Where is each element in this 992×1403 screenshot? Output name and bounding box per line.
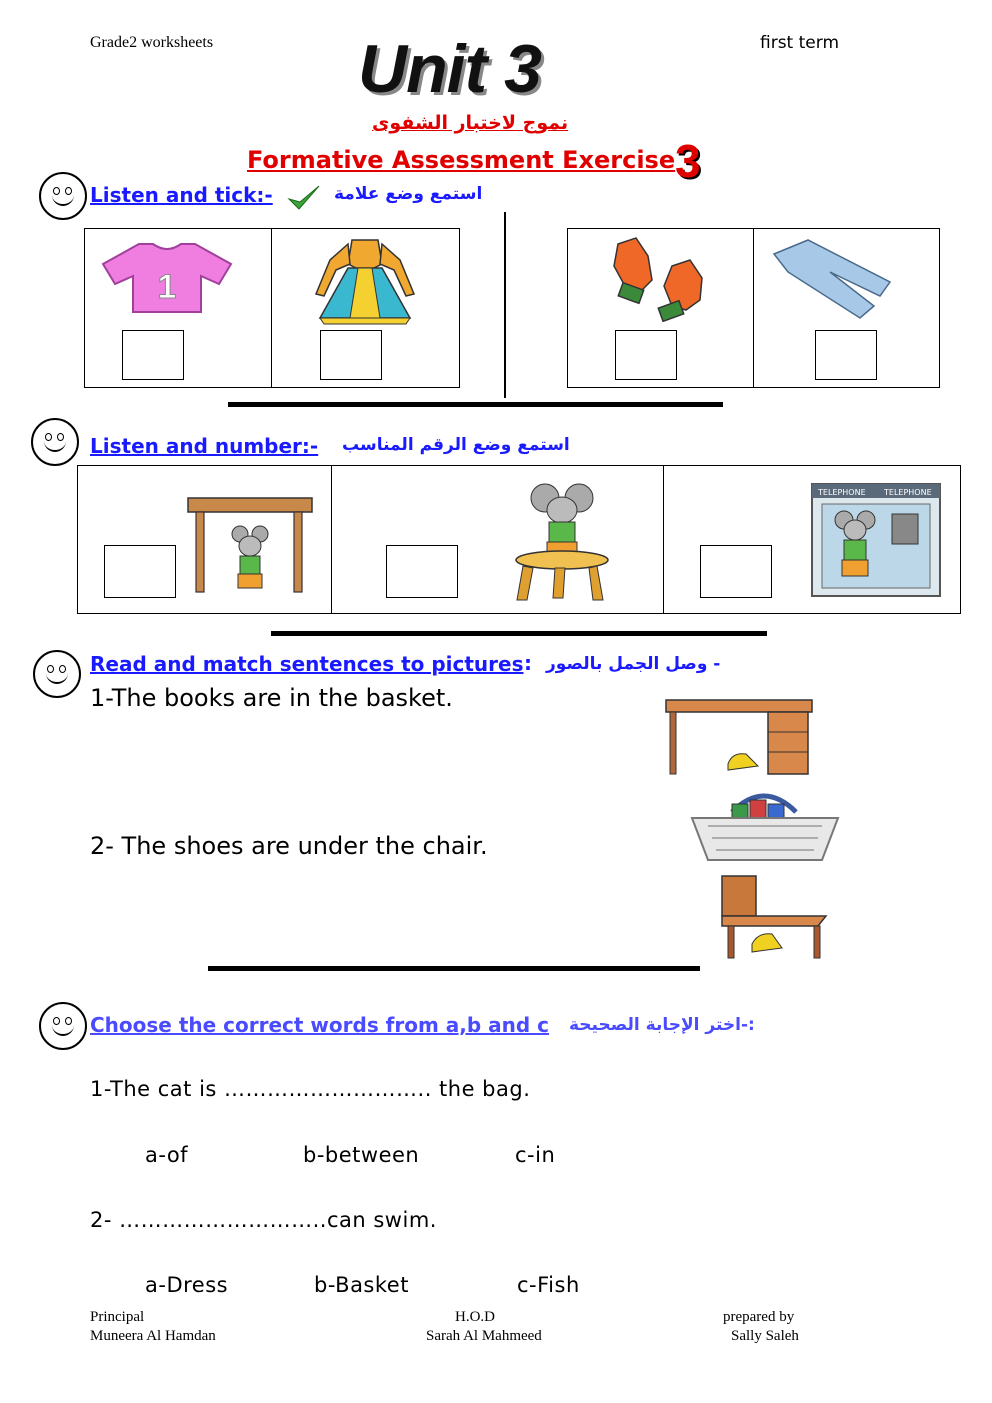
svg-text:1: 1 [157, 268, 177, 306]
section-read-match-arabic: - وصل الجمل بالصور [546, 654, 721, 674]
q2-option-b[interactable]: b-Basket [314, 1273, 409, 1297]
section-listen-number-arabic: استمع وضع الرقم المناسب [342, 435, 570, 455]
svg-text:TELEPHONE: TELEPHONE [884, 488, 932, 497]
q1-option-b[interactable]: b-between [303, 1143, 420, 1167]
grade-label: Grade2 worksheets [90, 34, 214, 51]
exercise-number: 3 [675, 135, 701, 187]
section-choose-title: Choose the correct words from a,b and c [90, 1013, 550, 1037]
books-in-basket-icon [688, 786, 842, 866]
section-divider [228, 402, 723, 407]
section-divider [208, 966, 700, 971]
match-sentence-1: 1-The books are in the basket. [90, 684, 453, 712]
mouse-in-phone-booth-icon [808, 480, 944, 600]
term-label: first term [760, 33, 839, 53]
question-1: 1-The cat is ……………………….. the bag. [90, 1077, 531, 1101]
checkmark-icon [286, 182, 322, 214]
assessment-subtitle: Formative Assessment Exercise [247, 146, 676, 174]
trousers-icon [770, 236, 896, 320]
q2-option-a[interactable]: a-Dress [145, 1273, 229, 1297]
dress-icon [306, 234, 424, 326]
tick-box[interactable] [615, 330, 677, 380]
section-divider [271, 631, 767, 636]
svg-text:TELEPHONE: TELEPHONE [818, 488, 866, 497]
number-box[interactable] [386, 545, 458, 598]
smiley-icon [33, 650, 81, 698]
number-box[interactable] [104, 545, 176, 598]
q2-option-c[interactable]: c-Fish [517, 1273, 580, 1297]
tick-box[interactable] [122, 330, 184, 380]
smiley-icon [31, 418, 79, 466]
section-listen-tick-arabic: استمع وضع علامة [334, 184, 483, 204]
mouse-under-table-icon [186, 490, 316, 594]
footer-prepared-name: Sally Saleh [731, 1328, 799, 1344]
smiley-icon [39, 172, 87, 220]
footer-prepared-role: prepared by [723, 1309, 795, 1325]
shoes-under-desk-icon [662, 692, 818, 778]
footer-hod-role: H.O.D [455, 1309, 495, 1325]
tshirt-icon [101, 240, 233, 314]
footer-principal-name: Muneera Al Hamdan [90, 1328, 216, 1344]
shoes-under-chair-icon [718, 872, 830, 960]
page-title: Unit 3 [358, 31, 541, 107]
arabic-subtitle: نموج لاختبار الشفوى [372, 112, 569, 134]
section-choose-arabic: :-اختر الإجابة الصحيحة [569, 1015, 755, 1035]
section-read-match-colon: : [524, 651, 532, 675]
mouse-on-stool-icon [507, 480, 615, 604]
footer-hod-name: Sarah Al Mahmeed [426, 1328, 542, 1344]
tick-box[interactable] [815, 330, 877, 380]
tick-box[interactable] [320, 330, 382, 380]
section-read-match-title: Read and match sentences to pictures [90, 652, 524, 676]
number-box[interactable] [700, 545, 772, 598]
gloves-icon [606, 236, 710, 322]
question-2: 2- ………………………..can swim. [90, 1208, 437, 1232]
divider [504, 212, 506, 398]
section-listen-number-title: Listen and number:- [90, 434, 319, 458]
section-listen-tick-title: Listen and tick:- [90, 183, 273, 207]
match-sentence-2: 2- The shoes are under the chair. [90, 832, 488, 860]
smiley-icon [39, 1002, 87, 1050]
q1-option-c[interactable]: c-in [515, 1143, 556, 1167]
footer-principal-role: Principal [90, 1309, 145, 1325]
q1-option-a[interactable]: a-of [145, 1143, 189, 1167]
